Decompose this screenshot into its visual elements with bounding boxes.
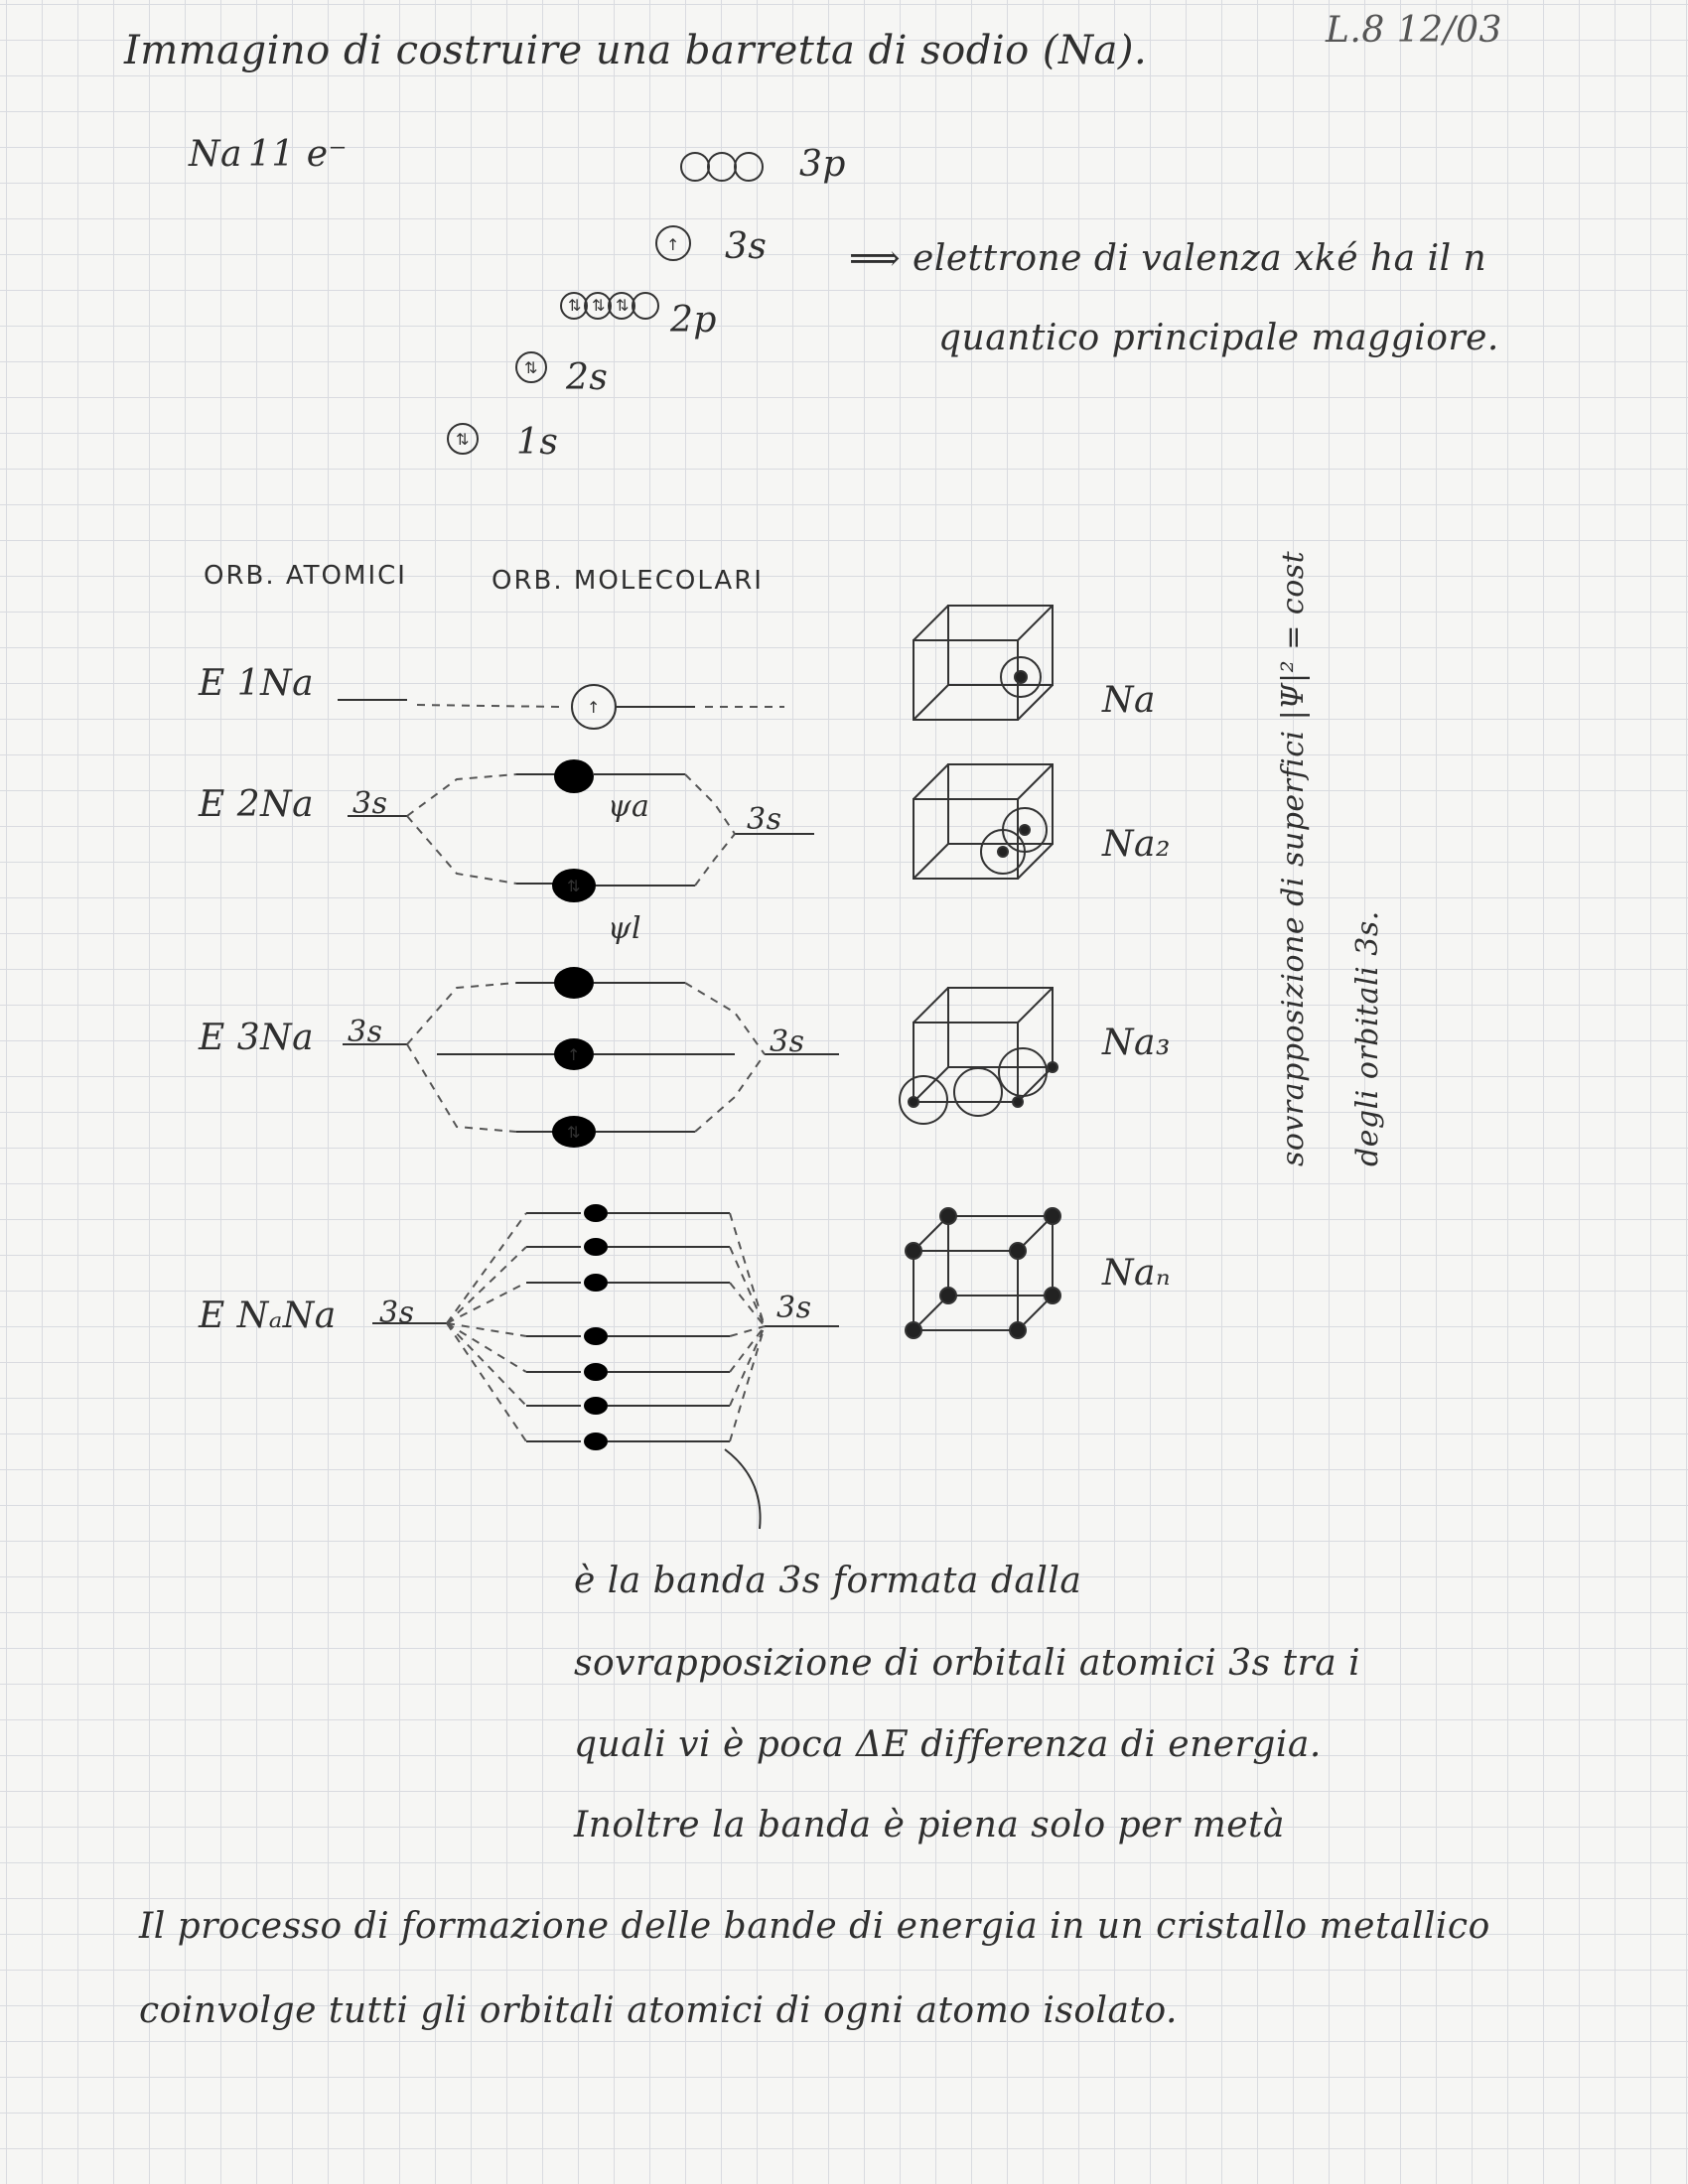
svg-text:⇅: ⇅ bbox=[524, 358, 538, 377]
orbital-2s-icon bbox=[516, 352, 546, 382]
mo-row-3na bbox=[343, 967, 839, 1148]
svg-text:⇅: ⇅ bbox=[456, 430, 470, 449]
cube-na3-icon bbox=[900, 988, 1057, 1124]
row-label-nana: E NₐNa bbox=[199, 1296, 337, 1336]
footer-text-line2: coinvolge tutti gli orbitali atomici di ogni atomo isolato. bbox=[139, 1990, 1178, 2031]
orbital-3p-icon bbox=[681, 153, 763, 181]
species-nan: Naₙ bbox=[1102, 1253, 1172, 1294]
row2-left-3s: 3s bbox=[352, 786, 388, 821]
species-na2: Na₂ bbox=[1102, 824, 1171, 865]
valence-note-line2: quantico principale maggiore. bbox=[938, 318, 1499, 358]
row2-right-3s: 3s bbox=[747, 802, 782, 837]
mo-row-1na bbox=[338, 685, 784, 729]
row-label-3na: E 3Na bbox=[199, 1018, 315, 1058]
rowN-left-3s: 3s bbox=[379, 1296, 415, 1330]
svg-text:↑: ↑ bbox=[567, 1045, 581, 1064]
cube-nan-icon bbox=[906, 1208, 1060, 1338]
svg-text:⇅: ⇅ bbox=[567, 1123, 581, 1142]
page-title: Immagino di costruire una barretta di sodio (Na). bbox=[124, 28, 1148, 73]
mo-row-nna bbox=[372, 1204, 839, 1529]
cube-na2-icon bbox=[914, 764, 1053, 879]
species-na3: Na₃ bbox=[1102, 1023, 1171, 1063]
rowN-right-3s: 3s bbox=[776, 1291, 812, 1325]
svg-text:↑: ↑ bbox=[587, 698, 601, 717]
cube-na-icon bbox=[914, 606, 1053, 720]
psi-bonding: ψl bbox=[608, 911, 642, 946]
level-3s: 3s bbox=[725, 226, 768, 267]
svg-text:⇅: ⇅ bbox=[616, 296, 630, 315]
svg-text:⇅: ⇅ bbox=[567, 877, 581, 895]
svg-text:↑: ↑ bbox=[666, 235, 680, 254]
band-text-line2: sovrapposizione di orbitali atomici 3s tra i bbox=[574, 1643, 1361, 1684]
level-3p: 3p bbox=[799, 144, 846, 185]
band-text-line1: è la banda 3s formata dalla bbox=[574, 1561, 1082, 1601]
col-molecular-label: ORB. MOLECOLARI bbox=[492, 566, 764, 596]
orbital-2p-icon bbox=[561, 293, 658, 319]
row-label-1na: E 1Na bbox=[199, 663, 315, 704]
side-note-line1: sovrapposizione di superfici |Ψ|² = cost bbox=[1276, 550, 1311, 1166]
orbital-3s-icon bbox=[656, 226, 690, 260]
valence-note-line1: ⟹ elettrone di valenza xké ha il n bbox=[849, 238, 1487, 279]
col-atomic-label: ORB. ATOMICI bbox=[204, 561, 407, 591]
level-1s: 1s bbox=[516, 422, 559, 463]
row-label-2na: E 2Na bbox=[199, 784, 315, 825]
band-text-line4: Inoltre la banda è piena solo per metà bbox=[574, 1805, 1285, 1845]
side-note-line2: degli orbitali 3s. bbox=[1350, 910, 1385, 1166]
row3-right-3s: 3s bbox=[770, 1024, 805, 1059]
band-text-line3: quali vi è poca ΔE differenza di energia. bbox=[574, 1724, 1322, 1765]
level-2p: 2p bbox=[670, 300, 717, 341]
svg-text:⇅: ⇅ bbox=[568, 296, 582, 315]
psi-antibonding: ψa bbox=[608, 789, 650, 824]
electron-count: 11 e⁻ bbox=[248, 134, 349, 175]
row3-left-3s: 3s bbox=[348, 1015, 383, 1049]
mo-row-2na bbox=[348, 759, 814, 902]
level-2s: 2s bbox=[566, 357, 609, 398]
element-symbol: Na bbox=[189, 134, 242, 175]
orbital-1s-icon bbox=[448, 424, 478, 454]
svg-text:⇅: ⇅ bbox=[592, 296, 606, 315]
page-date: L.8 12/03 bbox=[1326, 10, 1502, 51]
footer-text-line1: Il processo di formazione delle bande di energia in un cristallo metallico bbox=[139, 1906, 1490, 1947]
species-na: Na bbox=[1102, 680, 1156, 721]
